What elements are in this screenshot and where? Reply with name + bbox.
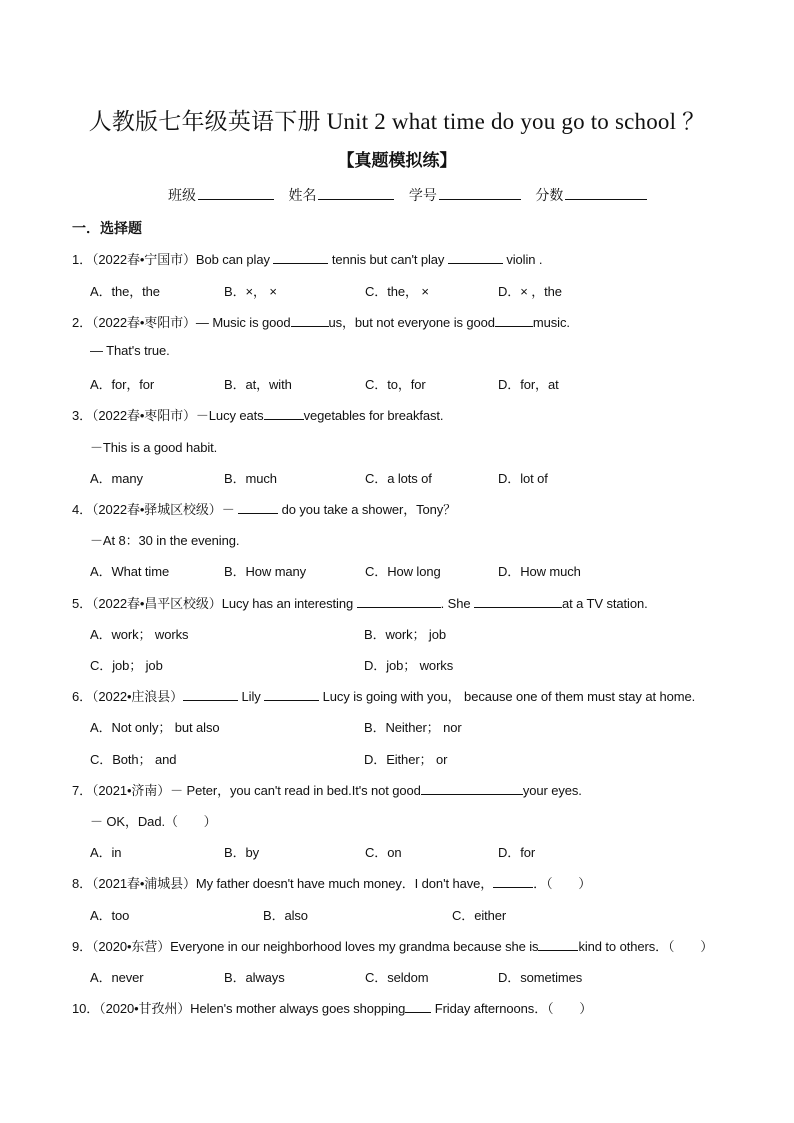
option-a[interactable]: A．What time — [90, 564, 170, 579]
answer-blank[interactable] — [493, 875, 533, 888]
class-label: 班级 — [168, 188, 196, 204]
question-text: . She — [440, 596, 474, 611]
answer-blank[interactable] — [264, 407, 304, 420]
option-a[interactable]: A．Not only； but also — [90, 720, 220, 735]
question-number: 7． — [72, 783, 93, 798]
question-text: Bob can play — [195, 252, 274, 267]
question-6 — [72, 686, 695, 705]
question-source: （2022春•枣阳市） — [92, 315, 196, 330]
option-a[interactable]: A．the，the — [90, 284, 160, 299]
question-source: （2021•济南） — [92, 783, 171, 798]
question-number: 6． — [72, 689, 93, 704]
option-a[interactable]: A．too — [90, 908, 130, 923]
question-text: your eyes. — [522, 783, 582, 798]
student-info-row — [168, 185, 657, 205]
option-b[interactable]: B．also — [263, 908, 308, 923]
option-b[interactable]: B．Neither； nor — [364, 720, 462, 735]
question-7 — [72, 780, 582, 799]
answer-blank[interactable] — [238, 501, 278, 514]
name-label: 姓名 — [288, 188, 317, 204]
question-3 — [72, 405, 443, 424]
question-8 — [72, 873, 591, 892]
option-a[interactable]: A．in — [90, 845, 122, 860]
name-field — [288, 185, 394, 205]
option-c[interactable]: C．the， × — [365, 284, 429, 299]
answer-blank[interactable] — [495, 314, 533, 327]
question-text: Lucy is going with you， because one of them must stay at home. — [319, 689, 696, 704]
question-7-reply: － OK，Dad.（ ） — [90, 814, 217, 829]
question-4-reply: －At 8：30 in the evening. — [90, 533, 240, 548]
question-text: Lily — [238, 689, 265, 704]
question-number: 8． — [72, 876, 93, 891]
question-source: （2022春•驿城区校级） — [92, 502, 222, 517]
question-4 — [72, 499, 456, 518]
question-number: 9． — [72, 939, 93, 954]
question-text: vegetables for breakfast. — [303, 408, 444, 423]
answer-blank[interactable] — [421, 782, 523, 795]
question-text: －Lucy eats — [195, 408, 264, 423]
option-d[interactable]: D．for，at — [498, 377, 559, 392]
question-2 — [72, 312, 570, 331]
answer-blank[interactable] — [474, 595, 562, 608]
question-number: 1． — [72, 252, 93, 267]
option-b[interactable]: B．at，with — [224, 377, 292, 392]
question-number: 3． — [72, 408, 93, 423]
answer-blank[interactable] — [273, 251, 328, 264]
option-c[interactable]: C．How long — [365, 564, 441, 579]
page-title: 人教版七年级英语下册 Unit 2 what time do you go to school ？ — [88, 109, 706, 134]
question-text: tennis but can't play — [328, 252, 448, 267]
question-text: Helen's mother always goes shopping — [190, 1001, 406, 1016]
class-field — [168, 185, 274, 205]
question-text: Everyone in our neighborhood loves my grandma because she is — [170, 939, 539, 954]
answer-blank[interactable] — [291, 314, 329, 327]
answer-blank[interactable] — [357, 595, 441, 608]
question-5 — [72, 593, 648, 612]
option-c[interactable]: C．Both； and — [90, 752, 177, 767]
option-b[interactable]: B．much — [224, 471, 277, 486]
score-field — [535, 185, 647, 205]
option-a[interactable]: A．never — [90, 970, 144, 985]
question-source: （2022•庄浪县） — [92, 689, 184, 704]
option-a[interactable]: A．work； works — [90, 627, 189, 642]
option-d[interactable]: D．job； works — [364, 658, 454, 673]
question-10 — [72, 998, 592, 1017]
option-c[interactable]: C．a lots of — [365, 471, 432, 486]
option-c[interactable]: C．job； job — [90, 658, 163, 673]
question-source: （2021春•浦城县） — [92, 876, 196, 891]
answer-blank[interactable] — [183, 688, 238, 701]
question-text: － — [221, 502, 239, 517]
answer-blank[interactable] — [448, 251, 503, 264]
option-a[interactable]: A．many — [90, 471, 143, 486]
option-d[interactable]: D．lot of — [498, 471, 548, 486]
option-b[interactable]: B．by — [224, 845, 260, 860]
question-9 — [72, 936, 713, 955]
question-text: at a TV station. — [562, 596, 648, 611]
question-2-reply: — That's true. — [90, 343, 170, 358]
answer-blank[interactable] — [264, 688, 319, 701]
question-number: 2． — [72, 315, 93, 330]
question-text: music. — [532, 315, 570, 330]
option-b[interactable]: B．work； job — [364, 627, 446, 642]
student-id-field — [409, 185, 521, 205]
student-id-label: 学号 — [408, 188, 437, 204]
answer-blank[interactable] — [538, 938, 578, 951]
question-text: Lucy has an interesting — [221, 596, 357, 611]
option-c[interactable]: C．on — [365, 845, 402, 860]
option-a[interactable]: A．for，for — [90, 377, 155, 392]
option-b[interactable]: B．×， × — [224, 284, 277, 299]
question-text: us，but not everyone is good — [328, 315, 495, 330]
option-d[interactable]: D．× ，the — [498, 284, 562, 299]
question-text: My father doesn't have much money．I don't have， — [195, 876, 494, 891]
option-d[interactable]: D．How much — [498, 564, 581, 579]
question-1 — [72, 249, 542, 268]
question-text: do you take a shower，Tony？ — [278, 502, 457, 517]
question-text: — Music is good — [195, 315, 291, 330]
page-subtitle: 【真题模拟练】 — [337, 151, 457, 171]
option-d[interactable]: D．Either； or — [364, 752, 448, 767]
option-d[interactable]: D．for — [498, 845, 536, 860]
question-source: （2022春•枣阳市） — [92, 408, 196, 423]
option-d[interactable]: D．sometimes — [498, 970, 583, 985]
option-b[interactable]: B．How many — [224, 564, 307, 579]
name-blank[interactable] — [318, 185, 394, 200]
question-number: 10． — [72, 1001, 100, 1016]
score-blank[interactable] — [565, 185, 647, 200]
question-text: ．（ ） — [533, 876, 592, 891]
section-title: 一．选择题 — [72, 221, 142, 237]
answer-blank[interactable] — [405, 1000, 431, 1013]
student-id-blank[interactable] — [439, 185, 521, 200]
option-c[interactable]: C．seldom — [365, 970, 429, 985]
question-text: Friday afternoons．（ ） — [431, 1001, 593, 1016]
option-c[interactable]: C．either — [452, 908, 507, 923]
question-number: 5． — [72, 596, 93, 611]
question-text: － Peter，you can't read in bed.It's not good — [170, 783, 421, 798]
option-c[interactable]: C．to，for — [365, 377, 426, 392]
question-source: （2020•东营） — [92, 939, 171, 954]
score-label: 分数 — [535, 188, 564, 204]
question-source: （2022春•昌平区校级） — [92, 596, 222, 611]
question-source: （2022春•宁国市） — [92, 252, 196, 267]
question-source: （2020•甘孜州） — [99, 1001, 191, 1016]
class-blank[interactable] — [198, 185, 274, 200]
question-3-reply: －This is a good habit. — [90, 440, 218, 455]
question-text: kind to others．（ ） — [578, 939, 714, 954]
option-b[interactable]: B．always — [224, 970, 285, 985]
question-text: violin . — [502, 252, 543, 267]
question-number: 4． — [72, 502, 93, 517]
